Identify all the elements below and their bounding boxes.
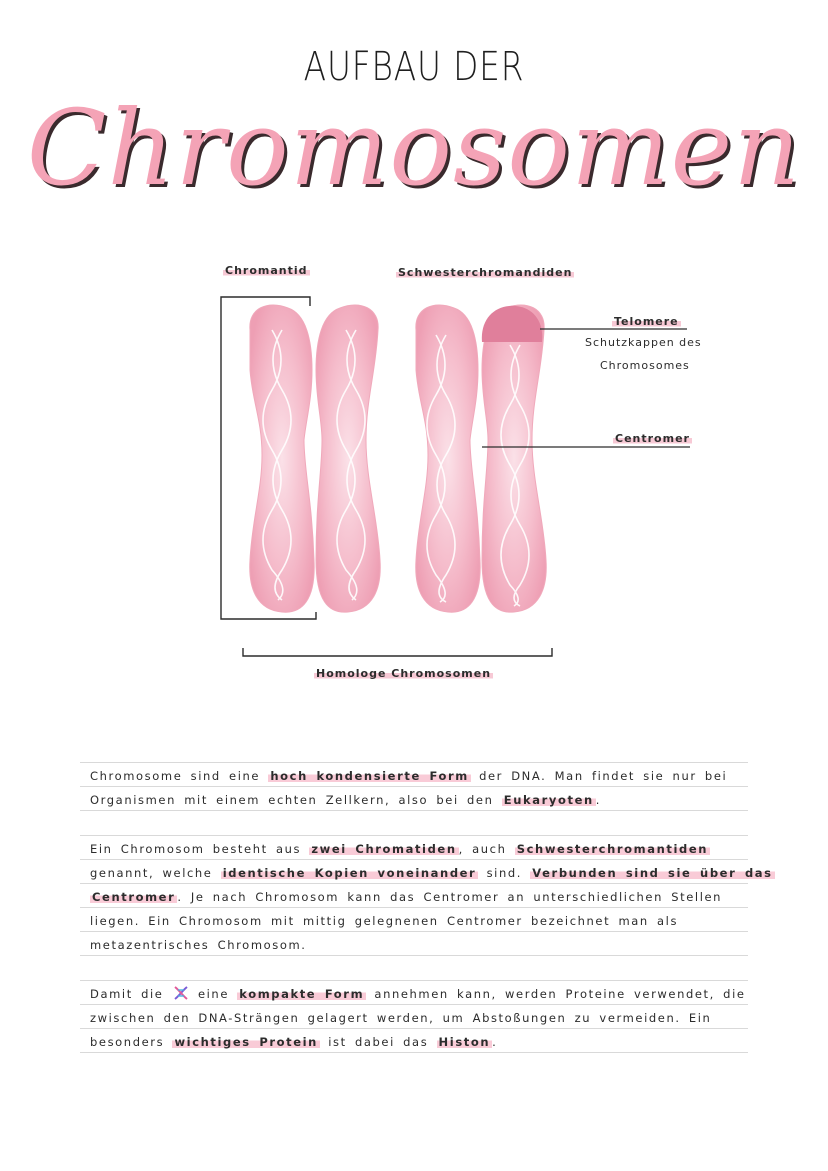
- highlighted-term: hoch kondensierte Form: [270, 769, 469, 783]
- chromosome-right: [416, 305, 546, 612]
- text-line: [80, 787, 748, 811]
- text-line: [80, 1029, 748, 1053]
- text-segment: ist dabei das: [319, 1035, 437, 1049]
- paragraph: [80, 835, 773, 956]
- notes-section: [80, 762, 773, 1053]
- highlighted-term: zwei Chromatiden: [311, 842, 457, 856]
- text-segment: liegen. Ein Chromosom mit mittig gelegnenen Centromer bezeichnet man als: [90, 914, 679, 928]
- text-line: [80, 884, 748, 908]
- highlighted-term: Centromer: [92, 890, 176, 904]
- dna-icon: [172, 985, 190, 1001]
- text-line: [80, 835, 748, 860]
- highlighted-term: Histon: [438, 1035, 491, 1049]
- highlighted-term: Eukaryoten: [503, 793, 594, 807]
- text-segment: sind.: [478, 866, 531, 880]
- text-line: [80, 762, 748, 787]
- text-segment: Ein Chromosom besteht aus: [90, 842, 310, 856]
- text-segment: , auch: [458, 842, 515, 856]
- label-homologous: Homologe Chromosomen: [316, 667, 492, 680]
- text-segment: Organismen mit einem echten Zellkern, also bei den: [90, 793, 502, 807]
- label-chromatid: Chromantid: [225, 264, 308, 277]
- text-segment: Damit die: [90, 987, 172, 1001]
- text-segment: .: [595, 793, 602, 807]
- text-segment: zwischen den DNA-Strängen gelagert werden, um Abstoßungen zu vermeiden. Ein: [90, 1011, 712, 1025]
- text-segment: eine: [189, 987, 238, 1001]
- text-line: [80, 932, 748, 956]
- label-sister-chromatids: Schwesterchromandiden: [398, 266, 573, 279]
- text-segment: genannt, welche: [90, 866, 221, 880]
- text-line: [80, 908, 748, 932]
- highlighted-term: wichtiges Protein: [174, 1035, 318, 1049]
- paragraph: [80, 980, 748, 1053]
- label-telomere-desc-2: Chromosomes: [600, 359, 690, 372]
- title-script: Chromosomen: [26, 87, 802, 209]
- text-segment: besonders: [90, 1035, 173, 1049]
- paragraph: [80, 762, 748, 811]
- highlighted-term: identische Kopien voneinander: [222, 866, 477, 880]
- label-telomere-desc-1: Schutzkappen des: [585, 336, 702, 349]
- text-segment: . Je nach Chromosom kann das Centromer an unterschiedlichen Stellen: [177, 890, 723, 904]
- text-line: [80, 980, 748, 1005]
- label-centromer: Centromer: [615, 432, 690, 445]
- text-segment: annehmen kann, werden Proteine verwendet, die: [366, 987, 746, 1001]
- text-line: [80, 1005, 748, 1029]
- homologous-bracket: [243, 648, 552, 656]
- text-line: [80, 860, 773, 884]
- highlighted-term: kompakte Form: [239, 987, 365, 1001]
- text-segment: der DNA. Man findet sie nur bei: [470, 769, 728, 783]
- highlighted-term: Verbunden sind sie über das: [532, 866, 773, 880]
- highlighted-term: Schwesterchromantiden: [516, 842, 709, 856]
- text-segment: .: [492, 1035, 498, 1049]
- text-segment: Chromosome sind eine: [90, 769, 269, 783]
- text-segment: metazentrisches Chromosom.: [90, 938, 307, 952]
- title-top: AUFBAU DER: [303, 44, 525, 90]
- label-telomere: Telomere: [614, 315, 679, 328]
